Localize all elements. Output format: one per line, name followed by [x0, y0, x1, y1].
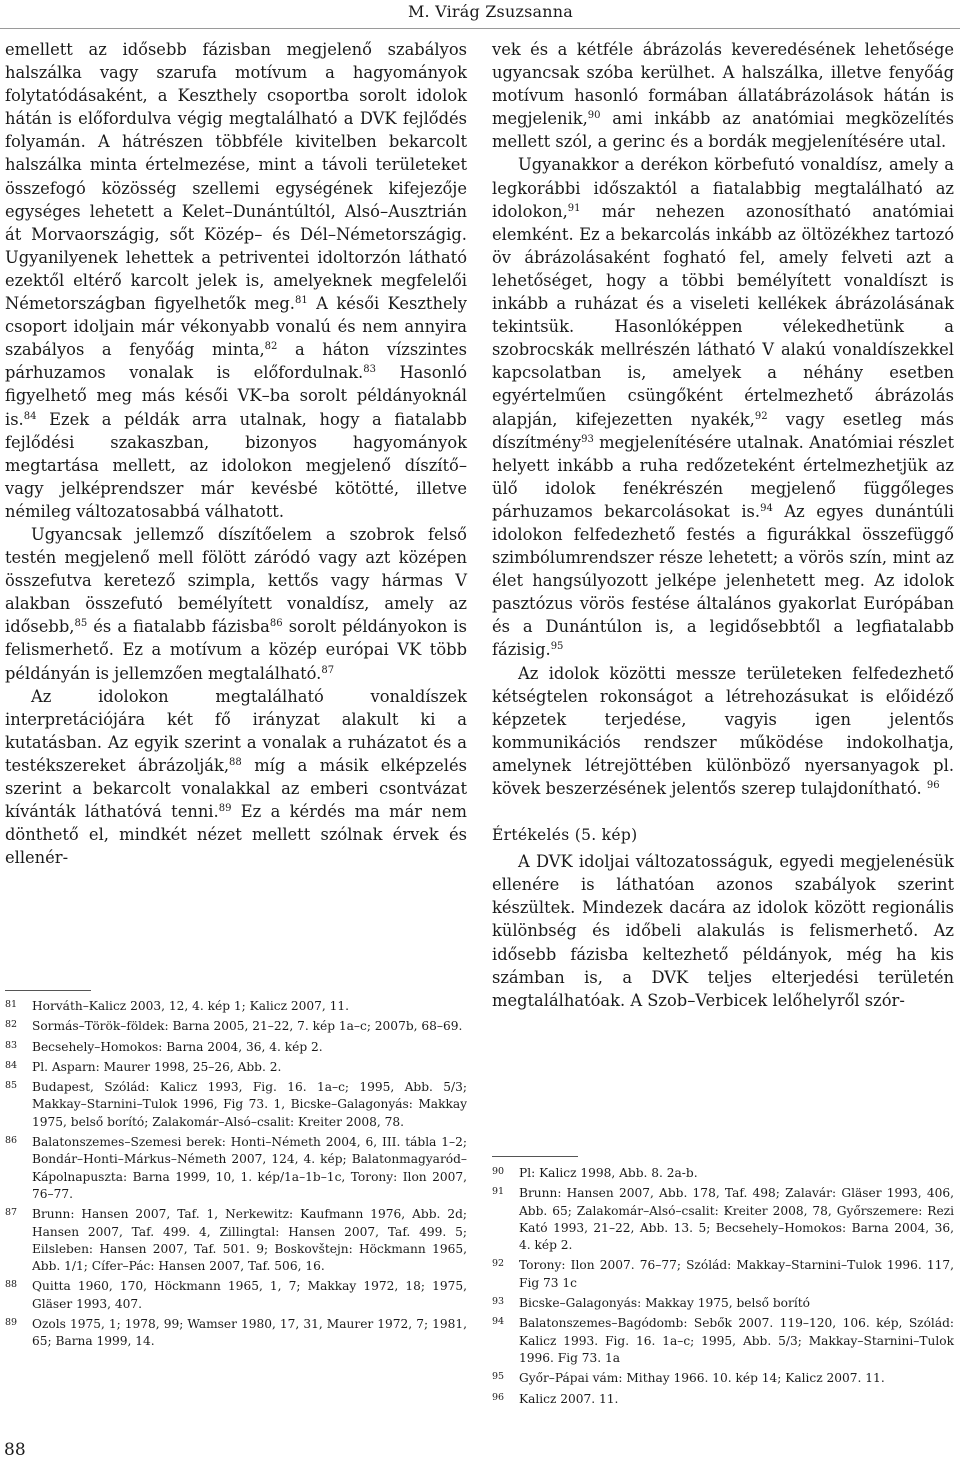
footnote-number: 83 [5, 1039, 18, 1051]
footnote-ref[interactable]: 93 [581, 433, 594, 445]
footnote-text: Budapest, Szólád: Kalicz 1993, Fig. 16. 1a–c; 1995, Abb. 5/3; Makkay–Starnini–Tulok 1996, Fig 73. 1, Bicske–Galagonyás: Makkay 1975, belső borító; Zalakomár–Alsó–csalit: Kreiter 2008, 78. [32, 1080, 467, 1129]
right-footnotes [492, 1165, 954, 1411]
footnote-text: Ozols 1975, 1; 1978, 99; Wamser 1980, 17, 31, Maurer 1972, 7; 1981, 65; Barna 1999, 14. [32, 1317, 467, 1349]
footnote-ref[interactable]: 82 [264, 341, 278, 353]
footnote-number: 93 [492, 1296, 505, 1308]
footnote-text: Bicske–Galagonyás: Makkay 1975, belső borító [519, 1296, 810, 1311]
footnote-ref[interactable]: 94 [760, 502, 773, 514]
paragraph: Az idolokon megtalálható vonaldíszek interpretációjára két fő irányzat alakult ki a kutatásban. Az egyik szerint a vonalak a ruházatot és a testékszereket ábrázolják,$^{88}$ míg a másik elképzelés szerint a bekarcolt vonalakkal az emberi csontvázat kívánták láthatóvá tenni.$^{89}$ Ez a kérdés ma már nem dönthető el, mindkét nézet mellett szólnak érvek és ellenér- [5, 686, 467, 868]
footnote [492, 1295, 954, 1312]
footnote-text: Kalicz 2007. 11. [519, 1391, 619, 1406]
footnote-number: 92 [492, 1258, 505, 1270]
footnote [492, 1391, 954, 1408]
footnote-text: Brunn: Hansen 2007, Taf. 1, Nerkewitz: Kaufmann 1976, Abb. 2d; Hansen 2007, Taf. 499. 4, Zillingtal: Hansen 2007, Taf. 499. 5; Eilsleben: Hansen 2007, Taf. 501. 9; Boskovštejn: Höckmann 1965, Abb. 1/1; Cífer–Pác: Hansen 2007, Taf. 506, 16. [32, 1207, 467, 1274]
footnote-ref[interactable]: 92 [754, 410, 768, 422]
footnote [5, 1059, 467, 1076]
left-footnotes [5, 998, 467, 1354]
footnote-number: 85 [5, 1080, 18, 1092]
footnote-rule [492, 1156, 578, 1157]
footnote-number: 95 [492, 1371, 505, 1383]
footnote-ref[interactable]: 91 [567, 202, 581, 214]
footnote-number: 89 [5, 1317, 18, 1329]
header-rule [0, 28, 960, 29]
footnote-ref[interactable]: 85 [74, 618, 88, 630]
running-head: M. Virág Zsuzsanna [407, 2, 573, 21]
footnote-text: Becsehely–Homokos: Barna 2004, 36, 4. kép 2. [32, 1039, 323, 1054]
footnote-ref[interactable]: 86 [269, 618, 283, 630]
footnote-number: 96 [492, 1391, 505, 1403]
footnote-text: Quitta 1960, 170, Höckmann 1965, 1, 7; Makkay 1972, 18; 1975, Gläser 1993, 407. [32, 1279, 467, 1311]
footnote [5, 1206, 467, 1275]
footnote-text: Brunn: Hansen 2007, Abb. 178, Taf. 498; Zalavár: Gläser 1993, 406, Abb. 65; Zalakomár–Alsó–csalit: Kreiter 2008, 78, Győrszemere: Rezi Kató 1993, 21–22, Abb. 13. 5; Becsehely–Homokos: Barna 2004, 36, 4. kép 2. [519, 1186, 954, 1253]
right-column [492, 38, 954, 1012]
footnote [5, 1278, 467, 1313]
page-number: 88 [4, 1440, 26, 1460]
footnote-text: Győr–Pápai vám: Mithay 1966. 10. kép 14; Kalicz 2007. 11. [519, 1371, 885, 1386]
footnote-number: 86 [5, 1135, 18, 1147]
section-heading: Értékelés (5. kép) [492, 826, 638, 845]
footnote [5, 1039, 467, 1056]
footnote [5, 1079, 467, 1131]
footnote-number: 87 [5, 1207, 18, 1219]
footnote [5, 1316, 467, 1351]
footnote-ref[interactable]: 89 [218, 803, 232, 815]
footnote-text: Horváth–Kalicz 2003, 12, 4. kép 1; Kalicz 2007, 11. [32, 999, 350, 1013]
footnote-ref[interactable]: 81 [294, 295, 308, 307]
footnote-ref[interactable]: 90 [587, 110, 601, 122]
footnote-number: 94 [492, 1316, 505, 1328]
footnote-ref[interactable]: 83 [363, 364, 376, 376]
footnote [492, 1257, 954, 1292]
footnote-ref[interactable]: 96 [926, 780, 940, 791]
footnote-rule [5, 990, 91, 991]
footnote-number: 91 [492, 1186, 505, 1198]
footnote-number: 81 [5, 999, 18, 1010]
paragraph: A DVK idoljai változatosságuk, egyedi megjelenésük ellenére is láthatóan azonos szabályok szerint készültek. Mindezek dacára az idolok között regionális különbség és időbeli alakulás is felismerhető. Az idősebb fázisba keltezhető példányok, még ha kis számban is, a DVK teljes elterjedési területén megtalálhatóak. A Szob–Verbicek lelőhelyről szór- [492, 852, 954, 1010]
paragraph: Az idolok közötti messze területeken felfedezhető kétségtelen rokonságot a létrehozásukat is előidéző képzetek terjedése, vagyis igen jelentős kommunikációs rendszer működése indokolhatja, amelynek létrejöttében különböző nyersanyagok pl. kövek beszerzésének jelentős szerep tulajdonítható. $^{96}$ [492, 663, 954, 798]
footnote [492, 1165, 954, 1182]
footnote [5, 1018, 467, 1035]
footnote [492, 1185, 954, 1254]
footnote-text: Torony: Ilon 2007. 76–77; Szólád: Makkay–Starnini–Tulok 1996. 117, Fig 73 1c [519, 1258, 954, 1290]
footnote-text: Pl: Kalicz 1998, Abb. 8. 2a-b. [519, 1166, 698, 1180]
footnote-ref[interactable]: 84 [23, 410, 37, 422]
left-column [5, 38, 467, 869]
footnote-ref[interactable]: 87 [321, 664, 335, 676]
paragraph: Ugyancsak jellemző díszítőelem a szobrok felső testén megjelenő mell fölött záródó vagy azt középen összefutva keretező szimpla, kettős vagy hármas V alakban összefutó bemélyített vonaldísz, amely az idősebb,$^{85}$ és a fiatalabb fázisba$^{86}$ sorolt példányokon is felismerhető. Ez a motívum a közép európai VK több példányán is jellemzően megtalálható.$^{87}$ [5, 524, 467, 683]
footnote-number: 90 [492, 1166, 505, 1177]
footnote-ref[interactable]: 95 [550, 641, 564, 653]
paragraph: Ugyanakkor a derékon körbefutó vonaldísz, amely a legkorábbi időszaktól a fiatalabbig megtalálható az idolokon,$^{91}$ már nehezen azonosítható anatómiai elemként. Ez a bekarcolás inkább az öltözékhez tartozó öv ábrázolásaként fogható fel, amely felveti azt a lehetőséget, hogy a többi bemélyített vonaldíszt is inkább a ruházat és a viseleti kellékek ábrázolásának tekintsük. Hasonlóképpen vélekedhetünk a szobrocskák mellrészén látható V alakú vonaldíszekkel kapcsolatban is, amelyek a néhány esetben egyértelműen csüngőként értelmezhető ábrázolás alapján, kifejezetten nyakék,$^{92}$ vagy esetleg más díszítmény$^{93}$ megjelenítésére utalnak. Anatómiai részlet helyett inkább a ruha redőzeteként értelmezhetjük az ülő idolok fenékrészén megjelenő függőleges párhuzamos bekarcolásokat is.$^{94}$ Az egyes dunántúli idolokon felfedezhető festés a figurákkal összefüggő szimbólumrendszer része lehetett; a vörös szín, mint az élet hangsúlyozott jelképe jelenhetett meg. Az idolok pasztózus vörös festése általános gyakorlat Európában és a Dunántúlon is, a legidősebbtől a legfiatalabb fázisig.$^{95}$ [492, 155, 954, 660]
paragraph: vek és a kétféle ábrázolás keveredésének lehetősége ugyancsak szóba kerülhet. A halszálka, illetve fenyőág motívum hasonló formában állatábrázolások hátán is megjelenik,$^{90}$ ami inkább az anatómiai megközelítés mellett szól, a gerinc és a bordák megjelenítésére utal. [492, 40, 954, 152]
footnote-number: 84 [5, 1059, 18, 1071]
footnote-ref[interactable]: 88 [229, 756, 242, 768]
footnote [5, 1134, 467, 1203]
footnote-number: 82 [5, 1019, 18, 1031]
footnote-text: Sormás–Török–földek: Barna 2005, 21–22, 7. kép 1a–c; 2007b, 68–69. [32, 1019, 463, 1034]
footnote [492, 1315, 954, 1367]
footnote-text: Balatonszemes–Bagódomb: Sebők 2007. 119–120, 106. kép, Szólád: Kalicz 1993. Fig. 16. 1a–c; 1995, Abb. 5/3; Makkay–Starnini–Tulok 1996. Fig 73. 1a [519, 1316, 954, 1365]
footnote [492, 1370, 954, 1387]
footnote-text: Pl. Asparn: Maurer 1998, 25–26, Abb. 2. [32, 1059, 282, 1074]
footnote [5, 998, 467, 1015]
footnote-text: Balatonszemes–Szemesi berek: Honti–Németh 2004, 6, III. tábla 1–2; Bondár–Honti–Márkus–Németh 2007, 124, 4. kép; Balatonmagyaród–Kápolnapuszta: Barna 1999, 10, 1. kép/1a–1b–1c, Torony: Ilon 2007, 76–77. [32, 1135, 467, 1201]
paragraph: emellett az idősebb fázisban megjelenő szabályos halszálka vagy szarufa motívum a hagyományok folytatódásaként, a Keszthely csoportba sorolt idolok hátán is előfordulva végig megtalálható a DVK fejlődés folyamán. A hátrészen többféle kivitelben bekarcolt halszálka minta értelmezése, mint a távoli területeket összefogó közösség szellemi egységének kifejezője egységes lehetett a Kelet–Dunántúltól, Alsó–Ausztrián át Morvaországig, sőt Közép– és Dél–Németországig. Ugyanilyenek lehettek a petriventei idoltorzón látható ezektől eltérő karcolt jelek is, amelyeknek megfelelői Németországban figyelhetők meg.$^{81}$ A késői Keszthely csoport idoljain már vékonyabb vonalú és nem annyira szabályos a fenyőág minta,$^{82}$ a háton vízszintes párhuzamos vonalak is előfordulnak.$^{83}$ Hasonló figyelhető meg más késői VK–ba sorolt példányoknál is.$^{84}$ Ezek a példák arra utalnak, hogy a fiatalabb fejlődési szakaszban, bizonyos hagyományok megtartása mellett, az idolokon megjelenő díszítő– vagy jelképrendszer már kevésbé kötötté, illetve némileg változatosabbá válhatott. [5, 40, 467, 521]
footnote-number: 88 [5, 1279, 18, 1291]
